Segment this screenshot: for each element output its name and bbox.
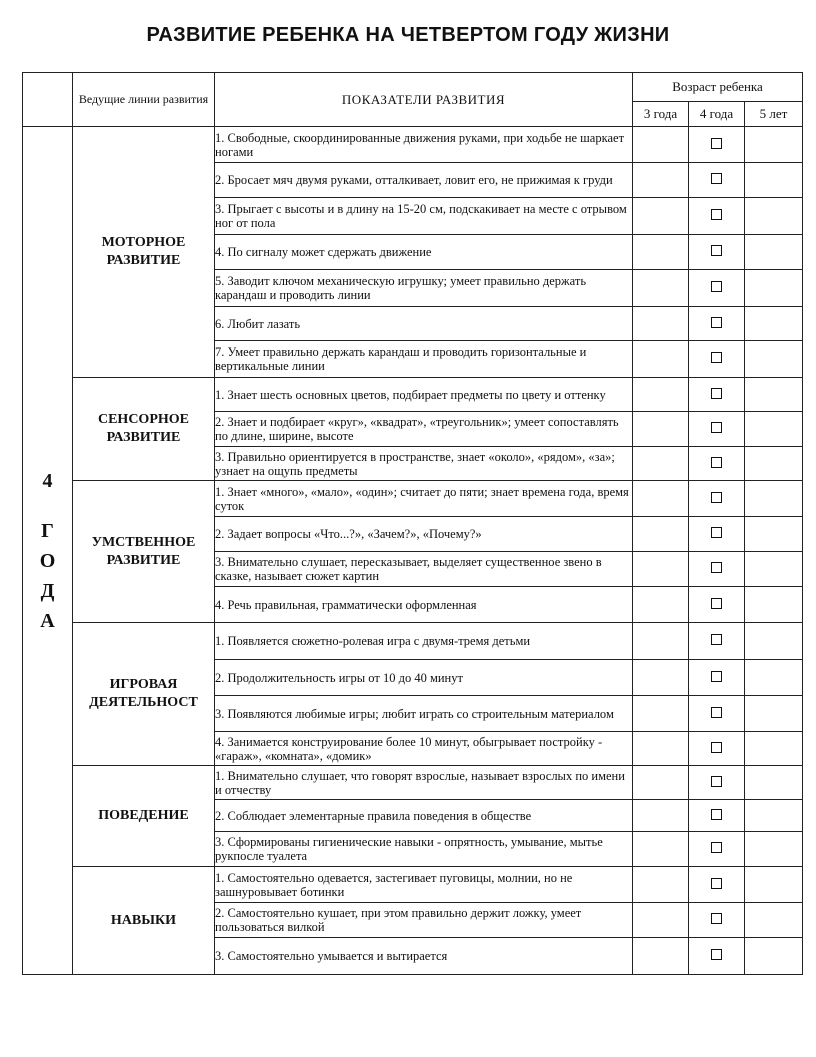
table-row	[23, 127, 803, 163]
age-3-cell	[633, 552, 689, 587]
age-3-cell	[633, 307, 689, 341]
age-4-cell	[689, 660, 745, 696]
indicator-text: 4. Речь правильная, грамматически оформленная	[215, 587, 633, 623]
age-4-cell	[689, 481, 745, 517]
age-3-cell	[633, 732, 689, 766]
age-3-cell	[633, 127, 689, 163]
development-line: НАВЫКИ	[73, 867, 215, 975]
indicator-text: 1. Свободные, скоординированные движения руками, при ходьбе не шаркает ногами	[215, 127, 633, 163]
indicator-text: 2. Знает и подбирает «круг», «квадрат», «треугольник»; умеет сопоставлять по длине, ширине, высоте	[215, 412, 633, 447]
age-3-cell	[633, 587, 689, 623]
indicator-text: 4. Занимается конструирование более 10 минут, обыгрывает постройку - «гараж», «комната», «домик»	[215, 732, 633, 766]
checkbox[interactable]	[711, 209, 722, 220]
age-5-cell	[745, 447, 803, 481]
age-4-cell	[689, 552, 745, 587]
age-4-cell	[689, 198, 745, 235]
indicator-text: 1. Внимательно слушает, что говорят взрослые, называет взрослых по имени и отчеству	[215, 766, 633, 800]
checkbox[interactable]	[711, 949, 722, 960]
age-4-cell	[689, 235, 745, 270]
age-4-cell	[689, 696, 745, 732]
age-5-cell	[745, 732, 803, 766]
header-age-3: 3 года	[633, 102, 689, 127]
indicator-text: 6. Любит лазать	[215, 307, 633, 341]
indicator-text: 2. Бросает мяч двумя руками, отталкивает, ловит его, не прижимая к груди	[215, 163, 633, 198]
age-5-cell	[745, 235, 803, 270]
indicator-text: 3. Сформированы гигиенические навыки - опрятность, умывание, мытье рукпосле туалета	[215, 832, 633, 867]
checkbox[interactable]	[711, 742, 722, 753]
table-body	[23, 127, 803, 975]
indicator-text: 1. Знает «много», «мало», «один»; считает до пяти; знает времена года, время суток	[215, 481, 633, 517]
table-row	[23, 766, 803, 800]
indicator-text: 7. Умеет правильно держать карандаш и проводить горизонтальные и вертикальные линии	[215, 341, 633, 378]
age-5-cell	[745, 660, 803, 696]
age-5-cell	[745, 270, 803, 307]
age-5-cell	[745, 127, 803, 163]
indicator-text: 5. Заводит ключом механическую игрушку; умеет правильно держать карандаш и проводить линии	[215, 270, 633, 307]
age-5-cell	[745, 198, 803, 235]
table-row	[23, 623, 803, 660]
age-4-cell	[689, 270, 745, 307]
indicator-text: 3. Внимательно слушает, пересказывает, выделяет существенное звено в сказке, называет сюжет картин	[215, 552, 633, 587]
age-5-cell	[745, 938, 803, 975]
age-word-letter: Д	[40, 579, 55, 602]
age-3-cell	[633, 903, 689, 938]
age-3-cell	[633, 800, 689, 832]
checkbox[interactable]	[711, 527, 722, 538]
checkbox[interactable]	[711, 562, 722, 573]
age-4-cell	[689, 832, 745, 867]
age-4-cell	[689, 623, 745, 660]
checkbox[interactable]	[711, 776, 722, 787]
page-title: РАЗВИТИЕ РЕБЕНКА НА ЧЕТВЕРТОМ ГОДУ ЖИЗНИ	[146, 24, 670, 46]
age-4-cell	[689, 517, 745, 552]
indicator-text: 2. Соблюдает элементарные правила поведения в обществе	[215, 800, 633, 832]
age-4-cell	[689, 412, 745, 447]
age-3-cell	[633, 163, 689, 198]
indicator-text: 1. Знает шесть основных цветов, подбирает предметы по цвету и оттенку	[215, 378, 633, 412]
age-4-cell	[689, 163, 745, 198]
age-3-cell	[633, 198, 689, 235]
header-age: Возраст ребенка	[633, 73, 803, 102]
age-5-cell	[745, 832, 803, 867]
table-row	[23, 867, 803, 903]
age-3-cell	[633, 447, 689, 481]
age-3-cell	[633, 270, 689, 307]
age-5-cell	[745, 696, 803, 732]
age-3-cell	[633, 235, 689, 270]
age-4-cell	[689, 938, 745, 975]
indicator-text: 3. Прыгает с высоты и в длину на 15-20 см, подскакивает на месте с отрывом ног от пола	[215, 198, 633, 235]
checkbox[interactable]	[711, 173, 722, 184]
age-5-cell	[745, 341, 803, 378]
header-age-4: 4 года	[689, 102, 745, 127]
age-3-cell	[633, 660, 689, 696]
age-5-cell	[745, 378, 803, 412]
age-4-cell	[689, 378, 745, 412]
age-5-cell	[745, 867, 803, 903]
indicator-text: 3. Правильно ориентируется в пространстве, знает «около», «рядом», «за»; узнает на ощупь предметы	[215, 447, 633, 481]
checkbox[interactable]	[711, 707, 722, 718]
checkbox[interactable]	[711, 457, 722, 468]
age-5-cell	[745, 163, 803, 198]
age-5-cell	[745, 517, 803, 552]
development-line: УМСТВЕННОЕ РАЗВИТИЕ	[73, 481, 215, 623]
checkbox[interactable]	[711, 842, 722, 853]
table-row	[23, 481, 803, 517]
age-5-cell	[745, 800, 803, 832]
development-line: МОТОРНОЕ РАЗВИТИЕ	[73, 127, 215, 378]
checkbox[interactable]	[711, 671, 722, 682]
checkbox[interactable]	[711, 492, 722, 503]
age-5-cell	[745, 412, 803, 447]
age-3-cell	[633, 378, 689, 412]
age-4-cell	[689, 732, 745, 766]
age-3-cell	[633, 517, 689, 552]
development-line: СЕНСОРНОЕ РАЗВИТИЕ	[73, 378, 215, 481]
checkbox[interactable]	[711, 388, 722, 399]
age-4-cell	[689, 127, 745, 163]
header-indicators: ПОКАЗАТЕЛИ РАЗВИТИЯ	[215, 73, 633, 127]
age-label	[23, 127, 73, 975]
age-word-letter: О	[39, 549, 56, 572]
indicator-text: 1. Самостоятельно одевается, застегивает пуговицы, молнии, но не зашнуровывает ботинки	[215, 867, 633, 903]
age-3-cell	[633, 938, 689, 975]
age-5-cell	[745, 766, 803, 800]
age-4-cell	[689, 447, 745, 481]
age-4-cell	[689, 800, 745, 832]
checkbox[interactable]	[711, 352, 722, 363]
checkbox[interactable]	[711, 913, 722, 924]
age-5-cell	[745, 623, 803, 660]
age-word-letter: Г	[41, 519, 54, 542]
indicator-text: 3. Самостоятельно умывается и вытирается	[215, 938, 633, 975]
age-5-cell	[745, 552, 803, 587]
age-number: 4	[42, 469, 53, 492]
development-line: ПОВЕДЕНИЕ	[73, 766, 215, 867]
header-lines: Ведущие линии развития	[73, 73, 215, 127]
age-4-cell	[689, 903, 745, 938]
age-4-cell	[689, 766, 745, 800]
age-3-cell	[633, 867, 689, 903]
header-age-5: 5 лет	[745, 102, 803, 127]
development-line: ИГРОВАЯ ДЕЯТЕЛЬНОСТ	[73, 623, 215, 766]
age-3-cell	[633, 696, 689, 732]
checkbox[interactable]	[711, 634, 722, 645]
indicator-text: 2. Самостоятельно кушает, при этом правильно держит ложку, умеет пользоваться вилкой	[215, 903, 633, 938]
indicator-text: 3. Появляются любимые игры; любит играть со строительным материалом	[215, 696, 633, 732]
age-3-cell	[633, 832, 689, 867]
header-corner	[23, 73, 73, 127]
indicator-text: 4. По сигналу может сдержать движение	[215, 235, 633, 270]
age-5-cell	[745, 903, 803, 938]
indicator-text: 2. Продолжительность игры от 10 до 40 минут	[215, 660, 633, 696]
checkbox[interactable]	[711, 317, 722, 328]
checkbox[interactable]	[711, 281, 722, 292]
age-4-cell	[689, 587, 745, 623]
age-3-cell	[633, 412, 689, 447]
checkbox[interactable]	[711, 809, 722, 820]
age-3-cell	[633, 623, 689, 660]
table-row	[23, 378, 803, 412]
checkbox[interactable]	[711, 878, 722, 889]
age-4-cell	[689, 867, 745, 903]
checkbox[interactable]	[711, 245, 722, 256]
checkbox[interactable]	[711, 598, 722, 609]
development-table	[22, 72, 803, 975]
checkbox[interactable]	[711, 422, 722, 433]
age-4-cell	[689, 307, 745, 341]
age-word-letter: А	[40, 609, 55, 632]
age-5-cell	[745, 307, 803, 341]
indicator-text: 2. Задает вопросы «Что...?», «Зачем?», «Почему?»	[215, 517, 633, 552]
age-5-cell	[745, 481, 803, 517]
age-3-cell	[633, 766, 689, 800]
age-5-cell	[745, 587, 803, 623]
age-3-cell	[633, 341, 689, 378]
age-3-cell	[633, 481, 689, 517]
checkbox[interactable]	[711, 138, 722, 149]
indicator-text: 1. Появляется сюжетно-ролевая игра с двумя-тремя детьми	[215, 623, 633, 660]
age-4-cell	[689, 341, 745, 378]
